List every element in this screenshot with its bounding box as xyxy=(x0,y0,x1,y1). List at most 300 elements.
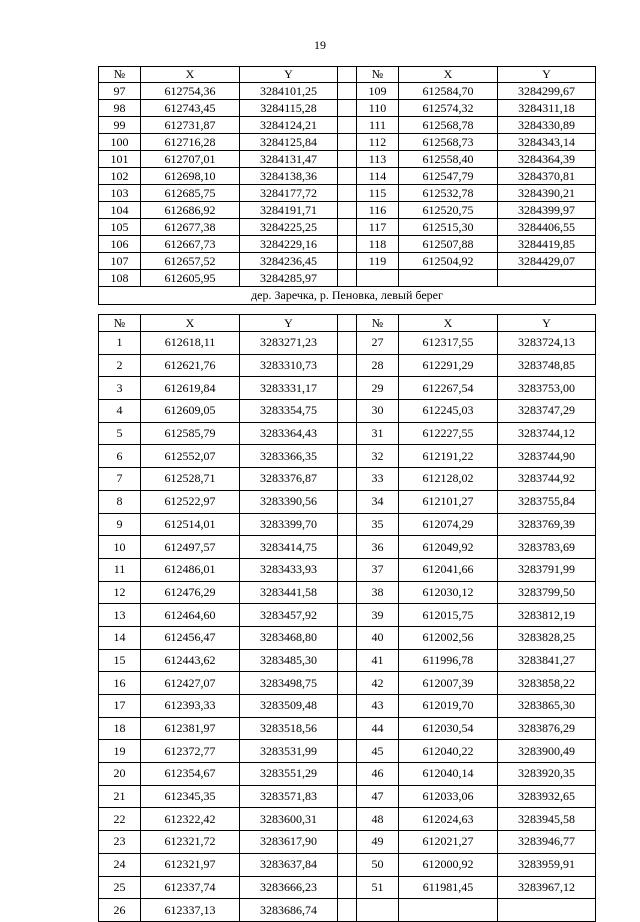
point-number: 34 xyxy=(357,490,399,513)
x-coordinate: 612497,57 xyxy=(141,536,240,559)
table-row xyxy=(99,151,596,168)
table-row xyxy=(99,270,596,287)
table-row xyxy=(99,83,596,100)
y-coordinate: 3283967,12 xyxy=(498,876,596,899)
table-row xyxy=(99,513,596,536)
table-row xyxy=(99,236,596,253)
point-number: 109 xyxy=(357,83,399,100)
table-row xyxy=(99,604,596,627)
x-coordinate: 612609,05 xyxy=(141,400,240,423)
table-row xyxy=(99,717,596,740)
y-coordinate: 3283433,93 xyxy=(240,558,338,581)
x-coordinate: 612522,97 xyxy=(141,490,240,513)
table-row xyxy=(99,468,596,491)
x-coordinate: 612686,92 xyxy=(141,202,240,219)
y-coordinate: 3283828,25 xyxy=(498,626,596,649)
y-coordinate: 3283617,90 xyxy=(240,831,338,854)
x-coordinate xyxy=(399,899,498,922)
y-coordinate: 3284399,97 xyxy=(498,202,596,219)
point-number: 26 xyxy=(99,899,141,922)
point-number: 22 xyxy=(99,808,141,831)
column-gap xyxy=(338,740,357,763)
point-number: 32 xyxy=(357,445,399,468)
x-coordinate: 612267,54 xyxy=(399,377,498,400)
page-number: 19 xyxy=(314,38,326,52)
point-number: 3 xyxy=(99,377,141,400)
y-coordinate: 3283876,29 xyxy=(498,717,596,740)
point-number: 101 xyxy=(99,151,141,168)
table-row xyxy=(99,763,596,786)
column-gap xyxy=(338,236,357,253)
y-coordinate: 3284124,21 xyxy=(240,117,338,134)
point-number: 41 xyxy=(357,649,399,672)
point-number: 19 xyxy=(99,740,141,763)
point-number xyxy=(357,270,399,287)
y-coordinate: 3283744,12 xyxy=(498,422,596,445)
y-coordinate xyxy=(498,899,596,922)
y-coordinate: 3284125,84 xyxy=(240,134,338,151)
header-y: Y xyxy=(498,67,596,83)
table-row xyxy=(99,219,596,236)
table-row xyxy=(99,185,596,202)
y-coordinate: 3283769,39 xyxy=(498,513,596,536)
table-row xyxy=(99,581,596,604)
column-gap xyxy=(338,876,357,899)
column-gap xyxy=(338,377,357,400)
y-coordinate: 3283310,73 xyxy=(240,354,338,377)
table-row xyxy=(99,626,596,649)
y-coordinate: 3283366,35 xyxy=(240,445,338,468)
column-gap xyxy=(338,808,357,831)
x-coordinate: 612547,79 xyxy=(399,168,498,185)
table-row xyxy=(99,168,596,185)
y-coordinate: 3283331,17 xyxy=(240,377,338,400)
x-coordinate: 612393,33 xyxy=(141,695,240,718)
x-coordinate: 612515,30 xyxy=(399,219,498,236)
x-coordinate: 612657,52 xyxy=(141,253,240,270)
column-gap xyxy=(338,422,357,445)
coordinates-table-zarechka xyxy=(98,314,596,922)
table-row xyxy=(99,558,596,581)
x-coordinate: 612291,29 xyxy=(399,354,498,377)
table-row xyxy=(99,354,596,377)
x-coordinate: 612041,66 xyxy=(399,558,498,581)
table-row xyxy=(99,117,596,134)
x-coordinate: 612227,55 xyxy=(399,422,498,445)
table-row xyxy=(99,332,596,355)
y-coordinate: 3284236,45 xyxy=(240,253,338,270)
table-row xyxy=(99,649,596,672)
point-number: 13 xyxy=(99,604,141,627)
table-row xyxy=(99,740,596,763)
table-row xyxy=(99,490,596,513)
header-y: Y xyxy=(498,315,596,332)
x-coordinate: 612584,70 xyxy=(399,83,498,100)
header-x: X xyxy=(399,315,498,332)
point-number: 50 xyxy=(357,853,399,876)
point-number: 5 xyxy=(99,422,141,445)
point-number: 31 xyxy=(357,422,399,445)
point-number: 107 xyxy=(99,253,141,270)
point-number: 16 xyxy=(99,672,141,695)
x-coordinate: 612322,42 xyxy=(141,808,240,831)
point-number: 113 xyxy=(357,151,399,168)
y-coordinate: 3283509,48 xyxy=(240,695,338,718)
y-coordinate: 3283551,29 xyxy=(240,763,338,786)
y-coordinate: 3284299,67 xyxy=(498,83,596,100)
x-coordinate: 612731,87 xyxy=(141,117,240,134)
column-gap xyxy=(338,604,357,627)
point-number: 48 xyxy=(357,808,399,831)
x-coordinate: 612024,63 xyxy=(399,808,498,831)
column-gap xyxy=(338,899,357,922)
column-gap xyxy=(338,332,357,355)
table-header-row xyxy=(99,315,596,332)
point-number: 118 xyxy=(357,236,399,253)
x-coordinate: 612552,07 xyxy=(141,445,240,468)
y-coordinate: 3283812,19 xyxy=(498,604,596,627)
x-coordinate: 612321,97 xyxy=(141,853,240,876)
y-coordinate: 3283354,75 xyxy=(240,400,338,423)
x-coordinate: 612337,13 xyxy=(141,899,240,922)
point-number: 104 xyxy=(99,202,141,219)
header-y: Y xyxy=(240,67,338,83)
x-coordinate: 611996,78 xyxy=(399,649,498,672)
point-number: 51 xyxy=(357,876,399,899)
point-number: 99 xyxy=(99,117,141,134)
x-coordinate: 612528,71 xyxy=(141,468,240,491)
x-coordinate: 612101,27 xyxy=(399,490,498,513)
point-number: 11 xyxy=(99,558,141,581)
y-coordinate: 3283783,69 xyxy=(498,536,596,559)
column-gap xyxy=(338,831,357,854)
y-coordinate: 3283271,23 xyxy=(240,332,338,355)
point-number: 27 xyxy=(357,332,399,355)
x-coordinate: 612716,28 xyxy=(141,134,240,151)
table-row xyxy=(99,202,596,219)
column-gap xyxy=(338,649,357,672)
point-number: 29 xyxy=(357,377,399,400)
point-number: 20 xyxy=(99,763,141,786)
y-coordinate: 3284285,97 xyxy=(240,270,338,287)
y-coordinate: 3283841,27 xyxy=(498,649,596,672)
y-coordinate: 3283376,87 xyxy=(240,468,338,491)
y-coordinate: 3283518,56 xyxy=(240,717,338,740)
point-number: 14 xyxy=(99,626,141,649)
point-number: 98 xyxy=(99,100,141,117)
point-number: 45 xyxy=(357,740,399,763)
header-number: № xyxy=(99,67,141,83)
x-coordinate: 612707,01 xyxy=(141,151,240,168)
header-number: № xyxy=(357,67,399,83)
y-coordinate: 3283457,92 xyxy=(240,604,338,627)
x-coordinate: 612443,62 xyxy=(141,649,240,672)
x-coordinate: 612317,55 xyxy=(399,332,498,355)
point-number: 2 xyxy=(99,354,141,377)
column-gap xyxy=(338,151,357,168)
x-coordinate: 612621,76 xyxy=(141,354,240,377)
x-coordinate: 612002,56 xyxy=(399,626,498,649)
y-coordinate: 3284115,28 xyxy=(240,100,338,117)
column-gap xyxy=(338,400,357,423)
x-coordinate: 612698,10 xyxy=(141,168,240,185)
y-coordinate: 3283900,49 xyxy=(498,740,596,763)
y-coordinate: 3283920,35 xyxy=(498,763,596,786)
point-number: 102 xyxy=(99,168,141,185)
point-number: 1 xyxy=(99,332,141,355)
table-header-row xyxy=(99,67,596,83)
column-gap xyxy=(338,536,357,559)
point-number: 100 xyxy=(99,134,141,151)
point-number xyxy=(357,899,399,922)
x-coordinate: 611981,45 xyxy=(399,876,498,899)
y-coordinate: 3283364,43 xyxy=(240,422,338,445)
x-coordinate: 612507,88 xyxy=(399,236,498,253)
column-gap xyxy=(338,354,357,377)
table-row xyxy=(99,876,596,899)
point-number: 10 xyxy=(99,536,141,559)
table-row xyxy=(99,400,596,423)
x-coordinate: 612321,72 xyxy=(141,831,240,854)
y-coordinate: 3283531,99 xyxy=(240,740,338,763)
point-number: 18 xyxy=(99,717,141,740)
point-number: 6 xyxy=(99,445,141,468)
point-number: 43 xyxy=(357,695,399,718)
y-coordinate: 3284370,81 xyxy=(498,168,596,185)
x-coordinate: 612743,45 xyxy=(141,100,240,117)
y-coordinate: 3284138,36 xyxy=(240,168,338,185)
column-gap xyxy=(338,695,357,718)
y-coordinate: 3283414,75 xyxy=(240,536,338,559)
point-number: 4 xyxy=(99,400,141,423)
point-number: 30 xyxy=(357,400,399,423)
point-number: 114 xyxy=(357,168,399,185)
x-coordinate: 612040,14 xyxy=(399,763,498,786)
column-gap xyxy=(338,785,357,808)
x-coordinate: 612427,07 xyxy=(141,672,240,695)
y-coordinate: 3284390,21 xyxy=(498,185,596,202)
y-coordinate: 3283468,80 xyxy=(240,626,338,649)
point-number: 17 xyxy=(99,695,141,718)
column-gap xyxy=(338,445,357,468)
y-coordinate: 3283744,92 xyxy=(498,468,596,491)
header-y: Y xyxy=(240,315,338,332)
column-gap xyxy=(338,202,357,219)
column-gap xyxy=(338,270,357,287)
column-gap xyxy=(338,219,357,236)
table-row xyxy=(99,831,596,854)
y-coordinate: 3283791,99 xyxy=(498,558,596,581)
table-row xyxy=(99,899,596,922)
y-coordinate: 3284229,16 xyxy=(240,236,338,253)
x-coordinate: 612191,22 xyxy=(399,445,498,468)
y-coordinate: 3284131,47 xyxy=(240,151,338,168)
x-coordinate: 612000,92 xyxy=(399,853,498,876)
x-coordinate: 612504,92 xyxy=(399,253,498,270)
x-coordinate: 612354,67 xyxy=(141,763,240,786)
x-coordinate: 612030,12 xyxy=(399,581,498,604)
point-number: 106 xyxy=(99,236,141,253)
point-number: 40 xyxy=(357,626,399,649)
column-gap xyxy=(338,513,357,536)
y-coordinate: 3283946,77 xyxy=(498,831,596,854)
section-caption-row xyxy=(99,287,596,305)
y-coordinate: 3283799,50 xyxy=(498,581,596,604)
x-coordinate: 612007,39 xyxy=(399,672,498,695)
y-coordinate: 3283858,22 xyxy=(498,672,596,695)
x-coordinate: 612677,38 xyxy=(141,219,240,236)
y-coordinate: 3283724,13 xyxy=(498,332,596,355)
point-number: 38 xyxy=(357,581,399,604)
section-caption: дер. Заречка, р. Пеновка, левый берег xyxy=(99,287,596,305)
x-coordinate xyxy=(399,270,498,287)
y-coordinate: 3283959,91 xyxy=(498,853,596,876)
point-number: 44 xyxy=(357,717,399,740)
point-number: 116 xyxy=(357,202,399,219)
x-coordinate: 612574,32 xyxy=(399,100,498,117)
point-number: 42 xyxy=(357,672,399,695)
x-coordinate: 612345,35 xyxy=(141,785,240,808)
y-coordinate: 3284225,25 xyxy=(240,219,338,236)
x-coordinate: 612015,75 xyxy=(399,604,498,627)
y-coordinate: 3283498,75 xyxy=(240,672,338,695)
y-coordinate: 3283755,84 xyxy=(498,490,596,513)
table-row xyxy=(99,853,596,876)
x-coordinate: 612019,70 xyxy=(399,695,498,718)
point-number: 110 xyxy=(357,100,399,117)
table-row xyxy=(99,134,596,151)
y-coordinate: 3284101,25 xyxy=(240,83,338,100)
point-number: 36 xyxy=(357,536,399,559)
column-gap xyxy=(338,315,357,332)
point-number: 112 xyxy=(357,134,399,151)
point-number: 15 xyxy=(99,649,141,672)
x-coordinate: 612128,02 xyxy=(399,468,498,491)
table-row xyxy=(99,253,596,270)
x-coordinate: 612520,75 xyxy=(399,202,498,219)
point-number: 25 xyxy=(99,876,141,899)
point-number: 9 xyxy=(99,513,141,536)
coordinates-table-continuation xyxy=(98,66,596,305)
x-coordinate: 612667,73 xyxy=(141,236,240,253)
y-coordinate: 3284311,18 xyxy=(498,100,596,117)
table-row xyxy=(99,672,596,695)
point-number: 108 xyxy=(99,270,141,287)
x-coordinate: 612568,73 xyxy=(399,134,498,151)
x-coordinate: 612476,29 xyxy=(141,581,240,604)
y-coordinate: 3284429,07 xyxy=(498,253,596,270)
point-number: 8 xyxy=(99,490,141,513)
x-coordinate: 612074,29 xyxy=(399,513,498,536)
column-gap xyxy=(338,763,357,786)
table-row xyxy=(99,695,596,718)
x-coordinate: 612381,97 xyxy=(141,717,240,740)
header-x: X xyxy=(141,315,240,332)
point-number: 12 xyxy=(99,581,141,604)
y-coordinate: 3283748,85 xyxy=(498,354,596,377)
header-number: № xyxy=(357,315,399,332)
y-coordinate: 3284364,39 xyxy=(498,151,596,168)
column-gap xyxy=(338,558,357,581)
x-coordinate: 612568,78 xyxy=(399,117,498,134)
point-number: 117 xyxy=(357,219,399,236)
header-x: X xyxy=(141,67,240,83)
point-number: 119 xyxy=(357,253,399,270)
column-gap xyxy=(338,490,357,513)
y-coordinate: 3283932,65 xyxy=(498,785,596,808)
column-gap xyxy=(338,185,357,202)
x-coordinate: 612619,84 xyxy=(141,377,240,400)
point-number: 37 xyxy=(357,558,399,581)
header-x: X xyxy=(399,67,498,83)
header-number: № xyxy=(99,315,141,332)
column-gap xyxy=(338,100,357,117)
point-number: 7 xyxy=(99,468,141,491)
point-number: 24 xyxy=(99,853,141,876)
column-gap xyxy=(338,134,357,151)
point-number: 105 xyxy=(99,219,141,236)
y-coordinate: 3283686,74 xyxy=(240,899,338,922)
x-coordinate: 612030,54 xyxy=(399,717,498,740)
y-coordinate: 3283441,58 xyxy=(240,581,338,604)
x-coordinate: 612372,77 xyxy=(141,740,240,763)
point-number: 49 xyxy=(357,831,399,854)
column-gap xyxy=(338,581,357,604)
y-coordinate: 3283485,30 xyxy=(240,649,338,672)
x-coordinate: 612618,11 xyxy=(141,332,240,355)
y-coordinate: 3283637,84 xyxy=(240,853,338,876)
table-row xyxy=(99,808,596,831)
point-number: 39 xyxy=(357,604,399,627)
x-coordinate: 612514,01 xyxy=(141,513,240,536)
x-coordinate: 612021,27 xyxy=(399,831,498,854)
column-gap xyxy=(338,83,357,100)
y-coordinate: 3283945,58 xyxy=(498,808,596,831)
point-number: 46 xyxy=(357,763,399,786)
x-coordinate: 612464,60 xyxy=(141,604,240,627)
column-gap xyxy=(338,117,357,134)
table-row xyxy=(99,536,596,559)
x-coordinate: 612558,40 xyxy=(399,151,498,168)
x-coordinate: 612486,01 xyxy=(141,558,240,581)
x-coordinate: 612033,06 xyxy=(399,785,498,808)
column-gap xyxy=(338,672,357,695)
y-coordinate: 3283865,30 xyxy=(498,695,596,718)
y-coordinate: 3284177,72 xyxy=(240,185,338,202)
column-gap xyxy=(338,626,357,649)
x-coordinate: 612049,92 xyxy=(399,536,498,559)
table-row xyxy=(99,100,596,117)
table-row xyxy=(99,785,596,808)
point-number: 23 xyxy=(99,831,141,854)
point-number: 111 xyxy=(357,117,399,134)
y-coordinate: 3284191,71 xyxy=(240,202,338,219)
column-gap xyxy=(338,168,357,185)
x-coordinate: 612245,03 xyxy=(399,400,498,423)
x-coordinate: 612532,78 xyxy=(399,185,498,202)
table-row xyxy=(99,445,596,468)
x-coordinate: 612754,36 xyxy=(141,83,240,100)
y-coordinate: 3283753,00 xyxy=(498,377,596,400)
column-gap xyxy=(338,717,357,740)
x-coordinate: 612685,75 xyxy=(141,185,240,202)
y-coordinate: 3283390,56 xyxy=(240,490,338,513)
x-coordinate: 612456,47 xyxy=(141,626,240,649)
y-coordinate: 3284343,14 xyxy=(498,134,596,151)
column-gap xyxy=(338,853,357,876)
point-number: 33 xyxy=(357,468,399,491)
point-number: 103 xyxy=(99,185,141,202)
